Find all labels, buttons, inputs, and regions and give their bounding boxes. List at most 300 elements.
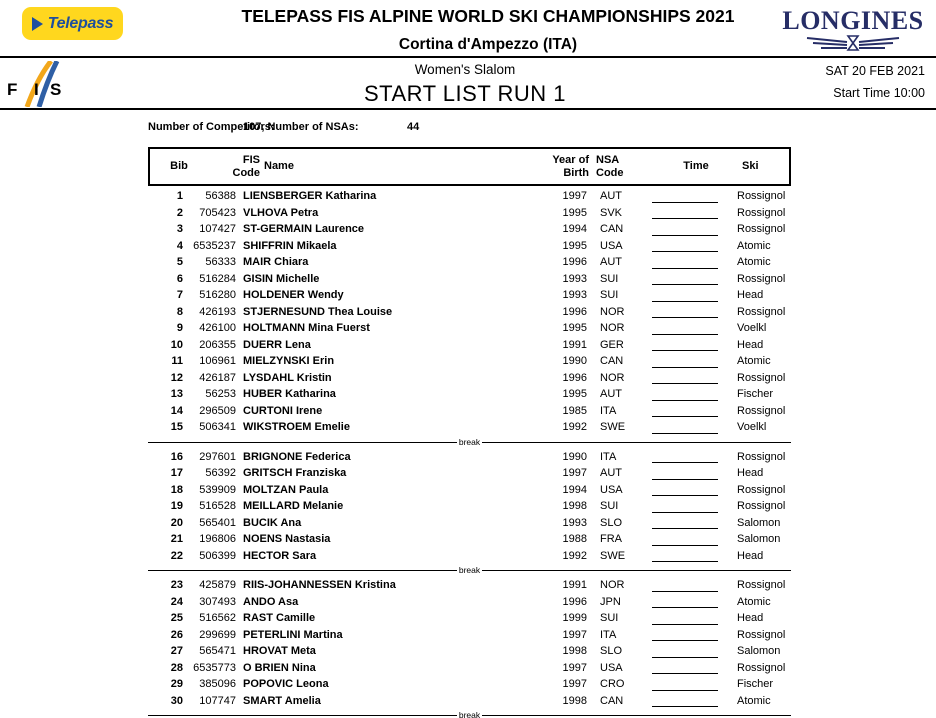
year-of-birth: 1999 bbox=[562, 612, 587, 624]
table-row bbox=[148, 188, 791, 205]
time-blank-line bbox=[652, 383, 718, 384]
competitors-label: Number of Competitors: bbox=[148, 121, 275, 133]
year-of-birth: 1996 bbox=[562, 305, 587, 318]
table-row bbox=[148, 498, 791, 515]
year-of-birth: 1998 bbox=[562, 694, 587, 707]
list-title: START LIST RUN 1 bbox=[364, 81, 566, 106]
telepass-logo-text: Telepass bbox=[47, 14, 114, 32]
longines-logo-text: LONGINES bbox=[782, 6, 924, 35]
bib-number: 7 bbox=[176, 289, 183, 301]
ski-brand: Head bbox=[737, 467, 764, 479]
time-cell bbox=[652, 643, 718, 660]
fis-code: 107427 bbox=[199, 223, 236, 235]
bib-number: 5 bbox=[176, 256, 183, 268]
telepass-arrow-icon bbox=[32, 17, 43, 31]
longines-logo bbox=[778, 8, 928, 52]
column-header-ski: Ski bbox=[742, 160, 759, 172]
fis-code: 506399 bbox=[199, 549, 236, 562]
nsa-code: GER bbox=[600, 338, 624, 351]
divider-line-top bbox=[0, 56, 936, 58]
fis-code: 426100 bbox=[199, 322, 236, 334]
column-header-bib: Bib bbox=[170, 160, 188, 172]
time-cell bbox=[652, 254, 718, 271]
nsa-code: NOR bbox=[600, 579, 625, 591]
time-cell bbox=[652, 221, 718, 238]
time-blank-line bbox=[652, 334, 718, 335]
nsa-code: SLO bbox=[600, 645, 623, 657]
time-blank-line bbox=[652, 528, 718, 529]
competitor-name: HROVAT Meta bbox=[243, 645, 316, 657]
ski-brand: Rossignol bbox=[737, 450, 786, 463]
nsa-code: NOR bbox=[600, 322, 625, 334]
time-cell bbox=[652, 577, 718, 594]
break-divider: break bbox=[148, 709, 791, 718]
nsa-code: JPN bbox=[600, 595, 621, 608]
table-row bbox=[148, 353, 791, 370]
time-blank-line bbox=[652, 202, 718, 203]
fis-code: 506341 bbox=[199, 421, 236, 433]
nsa-code: USA bbox=[600, 483, 623, 496]
competitor-name: NOENS Nastasia bbox=[243, 533, 331, 545]
svg-text:I: I bbox=[34, 80, 39, 99]
table-row bbox=[148, 449, 791, 466]
table-row bbox=[148, 531, 791, 548]
table-row bbox=[148, 238, 791, 255]
ski-brand: Head bbox=[737, 549, 764, 562]
time-cell bbox=[652, 660, 718, 677]
date-time-block bbox=[825, 64, 925, 100]
time-blank-line bbox=[652, 268, 718, 269]
competitor-name: MEILLARD Melanie bbox=[243, 500, 344, 512]
bib-number: 24 bbox=[170, 595, 183, 608]
year-of-birth: 1996 bbox=[562, 595, 587, 608]
sub-header bbox=[80, 62, 850, 107]
competitor-name: RAST Camille bbox=[243, 612, 316, 624]
bib-number: 6 bbox=[176, 272, 183, 285]
time-blank-line bbox=[652, 284, 718, 285]
fis-code: 6535237 bbox=[193, 239, 236, 252]
break-divider: break bbox=[148, 564, 791, 577]
ski-brand: Rossignol bbox=[737, 305, 786, 318]
fis-code: 385096 bbox=[199, 678, 236, 690]
table-row bbox=[148, 337, 791, 354]
ski-brand: Rossignol bbox=[737, 371, 786, 384]
ski-brand: Atomic bbox=[737, 239, 771, 252]
column-header-name: Name bbox=[264, 160, 294, 172]
svg-text:S: S bbox=[50, 80, 62, 99]
time-blank-line bbox=[652, 218, 718, 219]
time-blank-line bbox=[652, 624, 718, 625]
bib-number: 8 bbox=[176, 305, 183, 318]
competitor-name: O BRIEN Nina bbox=[243, 661, 316, 674]
ski-brand: Atomic bbox=[737, 256, 771, 268]
fis-code: 206355 bbox=[199, 338, 236, 351]
bib-number: 28 bbox=[170, 661, 183, 674]
time-blank-line bbox=[652, 433, 718, 434]
ski-brand: Atomic bbox=[737, 694, 771, 707]
bib-number: 19 bbox=[170, 500, 183, 512]
bib-number: 15 bbox=[170, 421, 183, 433]
competitor-name: DUERR Lena bbox=[243, 338, 311, 351]
nsa-code: SUI bbox=[600, 612, 619, 624]
fis-code: 539909 bbox=[199, 483, 236, 496]
competitor-name: RIIS-JOHANNESSEN Kristina bbox=[243, 579, 396, 591]
competitor-name: CURTONI Irene bbox=[243, 404, 323, 417]
year-of-birth: 1995 bbox=[562, 322, 587, 334]
fis-code: 106961 bbox=[199, 355, 236, 367]
year-of-birth: 1997 bbox=[562, 190, 587, 202]
bib-number: 16 bbox=[170, 450, 183, 463]
ski-brand: Head bbox=[737, 612, 764, 624]
ski-brand: Fischer bbox=[737, 388, 774, 400]
fis-code: 296509 bbox=[199, 404, 236, 417]
time-blank-line bbox=[652, 235, 718, 236]
time-blank-line bbox=[652, 400, 718, 401]
bib-number: 27 bbox=[170, 645, 183, 657]
year-of-birth: 1991 bbox=[562, 579, 587, 591]
year-of-birth: 1996 bbox=[562, 256, 587, 268]
column-header-year-of-birth: Year of Birth bbox=[552, 154, 589, 179]
time-cell bbox=[652, 419, 718, 436]
year-of-birth: 1992 bbox=[562, 421, 587, 433]
competitor-name: HOLTMANN Mina Fuerst bbox=[243, 322, 370, 334]
table-row bbox=[148, 254, 791, 271]
event-location: Cortina d'Ampezzo (ITA) bbox=[398, 36, 578, 53]
bib-number: 26 bbox=[170, 628, 183, 641]
start-time: Start Time 10:00 bbox=[833, 86, 925, 100]
table-row bbox=[148, 693, 791, 710]
nsa-code: ITA bbox=[600, 404, 617, 417]
table-row bbox=[148, 419, 791, 436]
fis-code: 56333 bbox=[205, 256, 236, 268]
time-cell bbox=[652, 693, 718, 710]
nsa-code: AUT bbox=[600, 467, 622, 479]
table-header bbox=[148, 147, 791, 186]
time-blank-line bbox=[652, 690, 718, 691]
nsa-code: ITA bbox=[600, 450, 617, 463]
table-row bbox=[148, 304, 791, 321]
table-row bbox=[148, 221, 791, 238]
ski-brand: Salomon bbox=[737, 645, 781, 657]
nsa-code: FRA bbox=[600, 533, 622, 545]
table-row bbox=[148, 287, 791, 304]
fis-code: 107747 bbox=[199, 694, 236, 707]
bib-number: 29 bbox=[170, 678, 183, 690]
divider-line-bottom bbox=[0, 108, 936, 110]
competitor-name: HECTOR Sara bbox=[243, 549, 317, 562]
time-cell bbox=[652, 238, 718, 255]
column-header-fis-code: FIS Code bbox=[232, 154, 260, 179]
nsa-code: SUI bbox=[600, 289, 619, 301]
bib-number: 10 bbox=[170, 338, 183, 351]
ski-brand: Head bbox=[737, 338, 764, 351]
nsa-code: USA bbox=[600, 661, 623, 674]
column-header-nsa-code: NSA Code bbox=[596, 154, 624, 179]
start-group bbox=[148, 449, 791, 565]
nsa-code: SWE bbox=[600, 549, 626, 562]
table-row bbox=[148, 271, 791, 288]
time-cell bbox=[652, 353, 718, 370]
table-row bbox=[148, 403, 791, 420]
table-row bbox=[148, 660, 791, 677]
time-cell bbox=[652, 205, 718, 222]
fis-code: 297601 bbox=[199, 450, 236, 463]
bib-number: 23 bbox=[170, 579, 183, 591]
time-cell bbox=[652, 370, 718, 387]
ski-brand: Head bbox=[737, 289, 764, 301]
fis-code: 56388 bbox=[205, 190, 236, 202]
competitor-name: HOLDENER Wendy bbox=[243, 289, 344, 301]
nsa-code: SVK bbox=[600, 206, 623, 219]
event-name: Women's Slalom bbox=[414, 62, 516, 77]
competitor-name: POPOVIC Leona bbox=[243, 678, 329, 690]
competitor-name: MAIR Chiara bbox=[243, 256, 309, 268]
table-row bbox=[148, 515, 791, 532]
year-of-birth: 1994 bbox=[562, 223, 587, 235]
fis-code: 516562 bbox=[199, 612, 236, 624]
fis-code: 516528 bbox=[199, 500, 236, 512]
year-of-birth: 1995 bbox=[562, 206, 587, 219]
year-of-birth: 1993 bbox=[562, 516, 587, 529]
bib-number: 4 bbox=[176, 239, 183, 252]
year-of-birth: 1992 bbox=[562, 549, 587, 562]
bib-number: 25 bbox=[170, 612, 183, 624]
competitor-name: ST-GERMAIN Laurence bbox=[243, 223, 365, 235]
ski-brand: Rossignol bbox=[737, 404, 786, 417]
time-cell bbox=[652, 627, 718, 644]
fis-code: 307493 bbox=[199, 595, 236, 608]
bib-number: 11 bbox=[171, 355, 183, 367]
fis-code: 299699 bbox=[199, 628, 236, 641]
time-cell bbox=[652, 287, 718, 304]
competitor-name: HUBER Katharina bbox=[243, 388, 336, 400]
table-row bbox=[148, 627, 791, 644]
bib-number: 20 bbox=[170, 516, 183, 529]
time-blank-line bbox=[652, 607, 718, 608]
time-cell bbox=[652, 465, 718, 482]
fis-code: 56392 bbox=[205, 467, 236, 479]
nsa-code: ITA bbox=[600, 628, 617, 641]
fis-code: 196806 bbox=[199, 533, 236, 545]
fis-logo bbox=[6, 61, 72, 107]
fis-code: 516280 bbox=[199, 289, 236, 301]
fis-code: 426193 bbox=[199, 305, 236, 318]
ski-brand: Atomic bbox=[737, 595, 771, 608]
ski-brand: Voelkl bbox=[737, 322, 767, 334]
table-row bbox=[148, 610, 791, 627]
break-divider: break bbox=[148, 436, 791, 449]
time-blank-line bbox=[652, 367, 718, 368]
competitor-name: GRITSCH Franziska bbox=[243, 467, 347, 479]
time-blank-line bbox=[652, 657, 718, 658]
time-blank-line bbox=[652, 462, 718, 463]
bib-number: 17 bbox=[170, 467, 183, 479]
competitor-name: WIKSTROEM Emelie bbox=[243, 421, 350, 433]
year-of-birth: 1993 bbox=[562, 272, 587, 285]
time-cell bbox=[652, 304, 718, 321]
svg-text:F: F bbox=[7, 80, 18, 99]
bib-number: 18 bbox=[170, 483, 183, 496]
time-blank-line bbox=[652, 673, 718, 674]
year-of-birth: 1985 bbox=[562, 404, 587, 417]
time-blank-line bbox=[652, 640, 718, 641]
nsa-code: SLO bbox=[600, 516, 623, 529]
time-blank-line bbox=[652, 350, 718, 351]
competitors-summary bbox=[148, 121, 791, 137]
nsa-code: AUT bbox=[600, 388, 622, 400]
fis-code: 565471 bbox=[199, 645, 236, 657]
time-cell bbox=[652, 594, 718, 611]
table-row bbox=[148, 205, 791, 222]
race-date: SAT 20 FEB 2021 bbox=[825, 64, 925, 78]
time-cell bbox=[652, 320, 718, 337]
time-cell bbox=[652, 271, 718, 288]
year-of-birth: 1994 bbox=[562, 483, 587, 496]
fis-code: 56253 bbox=[205, 388, 236, 400]
year-of-birth: 1998 bbox=[562, 645, 587, 657]
telepass-logo bbox=[22, 7, 123, 40]
table-row bbox=[148, 594, 791, 611]
competitor-name: SMART Amelia bbox=[243, 694, 321, 707]
ski-brand: Salomon bbox=[737, 516, 781, 529]
time-cell bbox=[652, 449, 718, 466]
table-row bbox=[148, 370, 791, 387]
year-of-birth: 1997 bbox=[562, 661, 587, 674]
year-of-birth: 1988 bbox=[562, 533, 587, 545]
bib-number: 2 bbox=[176, 206, 183, 219]
year-of-birth: 1997 bbox=[562, 678, 587, 690]
nsa-code: USA bbox=[600, 239, 623, 252]
time-blank-line bbox=[652, 251, 718, 252]
table-row bbox=[148, 482, 791, 499]
year-of-birth: 1998 bbox=[562, 500, 587, 512]
time-blank-line bbox=[652, 495, 718, 496]
competitor-name: VLHOVA Petra bbox=[243, 206, 319, 219]
competitor-name: SHIFFRIN Mikaela bbox=[243, 239, 337, 252]
competitor-name: BRIGNONE Federica bbox=[243, 450, 351, 463]
competitor-name: LIENSBERGER Katharina bbox=[243, 190, 377, 202]
table-row bbox=[148, 643, 791, 660]
nsa-code: CAN bbox=[600, 694, 624, 707]
time-cell bbox=[652, 337, 718, 354]
time-cell bbox=[652, 515, 718, 532]
table-row bbox=[148, 676, 791, 693]
ski-brand: Rossignol bbox=[737, 483, 786, 496]
time-cell bbox=[652, 498, 718, 515]
nsa-code: CAN bbox=[600, 355, 624, 367]
fis-code: 426187 bbox=[199, 371, 236, 384]
time-cell bbox=[652, 548, 718, 565]
ski-brand: Rossignol bbox=[737, 190, 786, 202]
year-of-birth: 1995 bbox=[562, 239, 587, 252]
ski-brand: Rossignol bbox=[737, 500, 786, 512]
bib-number: 21 bbox=[170, 533, 183, 545]
time-cell bbox=[652, 610, 718, 627]
competitor-name: ANDO Asa bbox=[243, 595, 299, 608]
ski-brand: Voelkl bbox=[737, 421, 767, 433]
nsa-code: AUT bbox=[600, 256, 622, 268]
year-of-birth: 1997 bbox=[562, 467, 587, 479]
column-header-time: Time bbox=[683, 160, 709, 172]
time-blank-line bbox=[652, 512, 718, 513]
year-of-birth: 1997 bbox=[562, 628, 587, 641]
bib-number: 12 bbox=[170, 371, 183, 384]
year-of-birth: 1996 bbox=[562, 371, 587, 384]
time-blank-line bbox=[652, 479, 718, 480]
bib-number: 3 bbox=[176, 223, 183, 235]
bib-number: 1 bbox=[176, 190, 183, 202]
time-cell bbox=[652, 188, 718, 205]
fis-code: 6535773 bbox=[193, 661, 236, 674]
fis-code: 705423 bbox=[199, 206, 236, 219]
nsa-code: SUI bbox=[600, 500, 619, 512]
time-blank-line bbox=[652, 706, 718, 707]
time-cell bbox=[652, 676, 718, 693]
year-of-birth: 1991 bbox=[562, 338, 587, 351]
competitor-name: LYSDAHL Kristin bbox=[243, 371, 332, 384]
fis-code: 425879 bbox=[199, 579, 236, 591]
bib-number: 13 bbox=[170, 388, 183, 400]
ski-brand: Fischer bbox=[737, 678, 774, 690]
competitor-name: STJERNESUND Thea Louise bbox=[243, 305, 393, 318]
ski-brand: Rossignol bbox=[737, 579, 786, 591]
year-of-birth: 1990 bbox=[562, 355, 587, 367]
time-cell bbox=[652, 531, 718, 548]
nsa-code: NOR bbox=[600, 305, 625, 318]
ski-brand: Rossignol bbox=[737, 206, 786, 219]
table-row bbox=[148, 386, 791, 403]
time-blank-line bbox=[652, 416, 718, 417]
fis-code: 516284 bbox=[199, 272, 236, 285]
table-row bbox=[148, 465, 791, 482]
competitor-name: PETERLINI Martina bbox=[243, 628, 343, 641]
bib-number: 14 bbox=[170, 404, 183, 417]
start-group bbox=[148, 188, 791, 436]
year-of-birth: 1990 bbox=[562, 450, 587, 463]
nsa-code: SWE bbox=[600, 421, 626, 433]
competitor-name: MOLTZAN Paula bbox=[243, 483, 329, 496]
competitor-name: BUCIK Ana bbox=[243, 516, 302, 529]
time-cell bbox=[652, 386, 718, 403]
start-group bbox=[148, 577, 791, 709]
year-of-birth: 1993 bbox=[562, 289, 587, 301]
table-row bbox=[148, 548, 791, 565]
competitors-value: 107, Number of NSAs: bbox=[243, 121, 359, 133]
time-cell bbox=[652, 482, 718, 499]
ski-brand: Atomic bbox=[737, 355, 771, 367]
table-body bbox=[148, 188, 791, 718]
nsa-code: CRO bbox=[600, 678, 625, 690]
ski-brand: Rossignol bbox=[737, 661, 786, 674]
nsa-code: SUI bbox=[600, 272, 619, 285]
ski-brand: Rossignol bbox=[737, 223, 786, 235]
fis-code: 565401 bbox=[199, 516, 236, 529]
time-blank-line bbox=[652, 301, 718, 302]
time-cell bbox=[652, 403, 718, 420]
year-of-birth: 1995 bbox=[562, 388, 587, 400]
longines-winged-hourglass-icon bbox=[805, 34, 901, 52]
competitor-name: GISIN Michelle bbox=[243, 272, 320, 285]
bib-number: 30 bbox=[170, 694, 183, 707]
page-title: TELEPASS FIS ALPINE WORLD SKI CHAMPIONSHIPS 2021 bbox=[241, 6, 735, 26]
ski-brand: Rossignol bbox=[737, 272, 786, 285]
ski-brand: Salomon bbox=[737, 533, 781, 545]
nsa-code: CAN bbox=[600, 223, 624, 235]
nsa-code: AUT bbox=[600, 190, 622, 202]
table-row bbox=[148, 320, 791, 337]
bib-number: 9 bbox=[176, 322, 183, 334]
bib-number: 22 bbox=[170, 549, 183, 562]
